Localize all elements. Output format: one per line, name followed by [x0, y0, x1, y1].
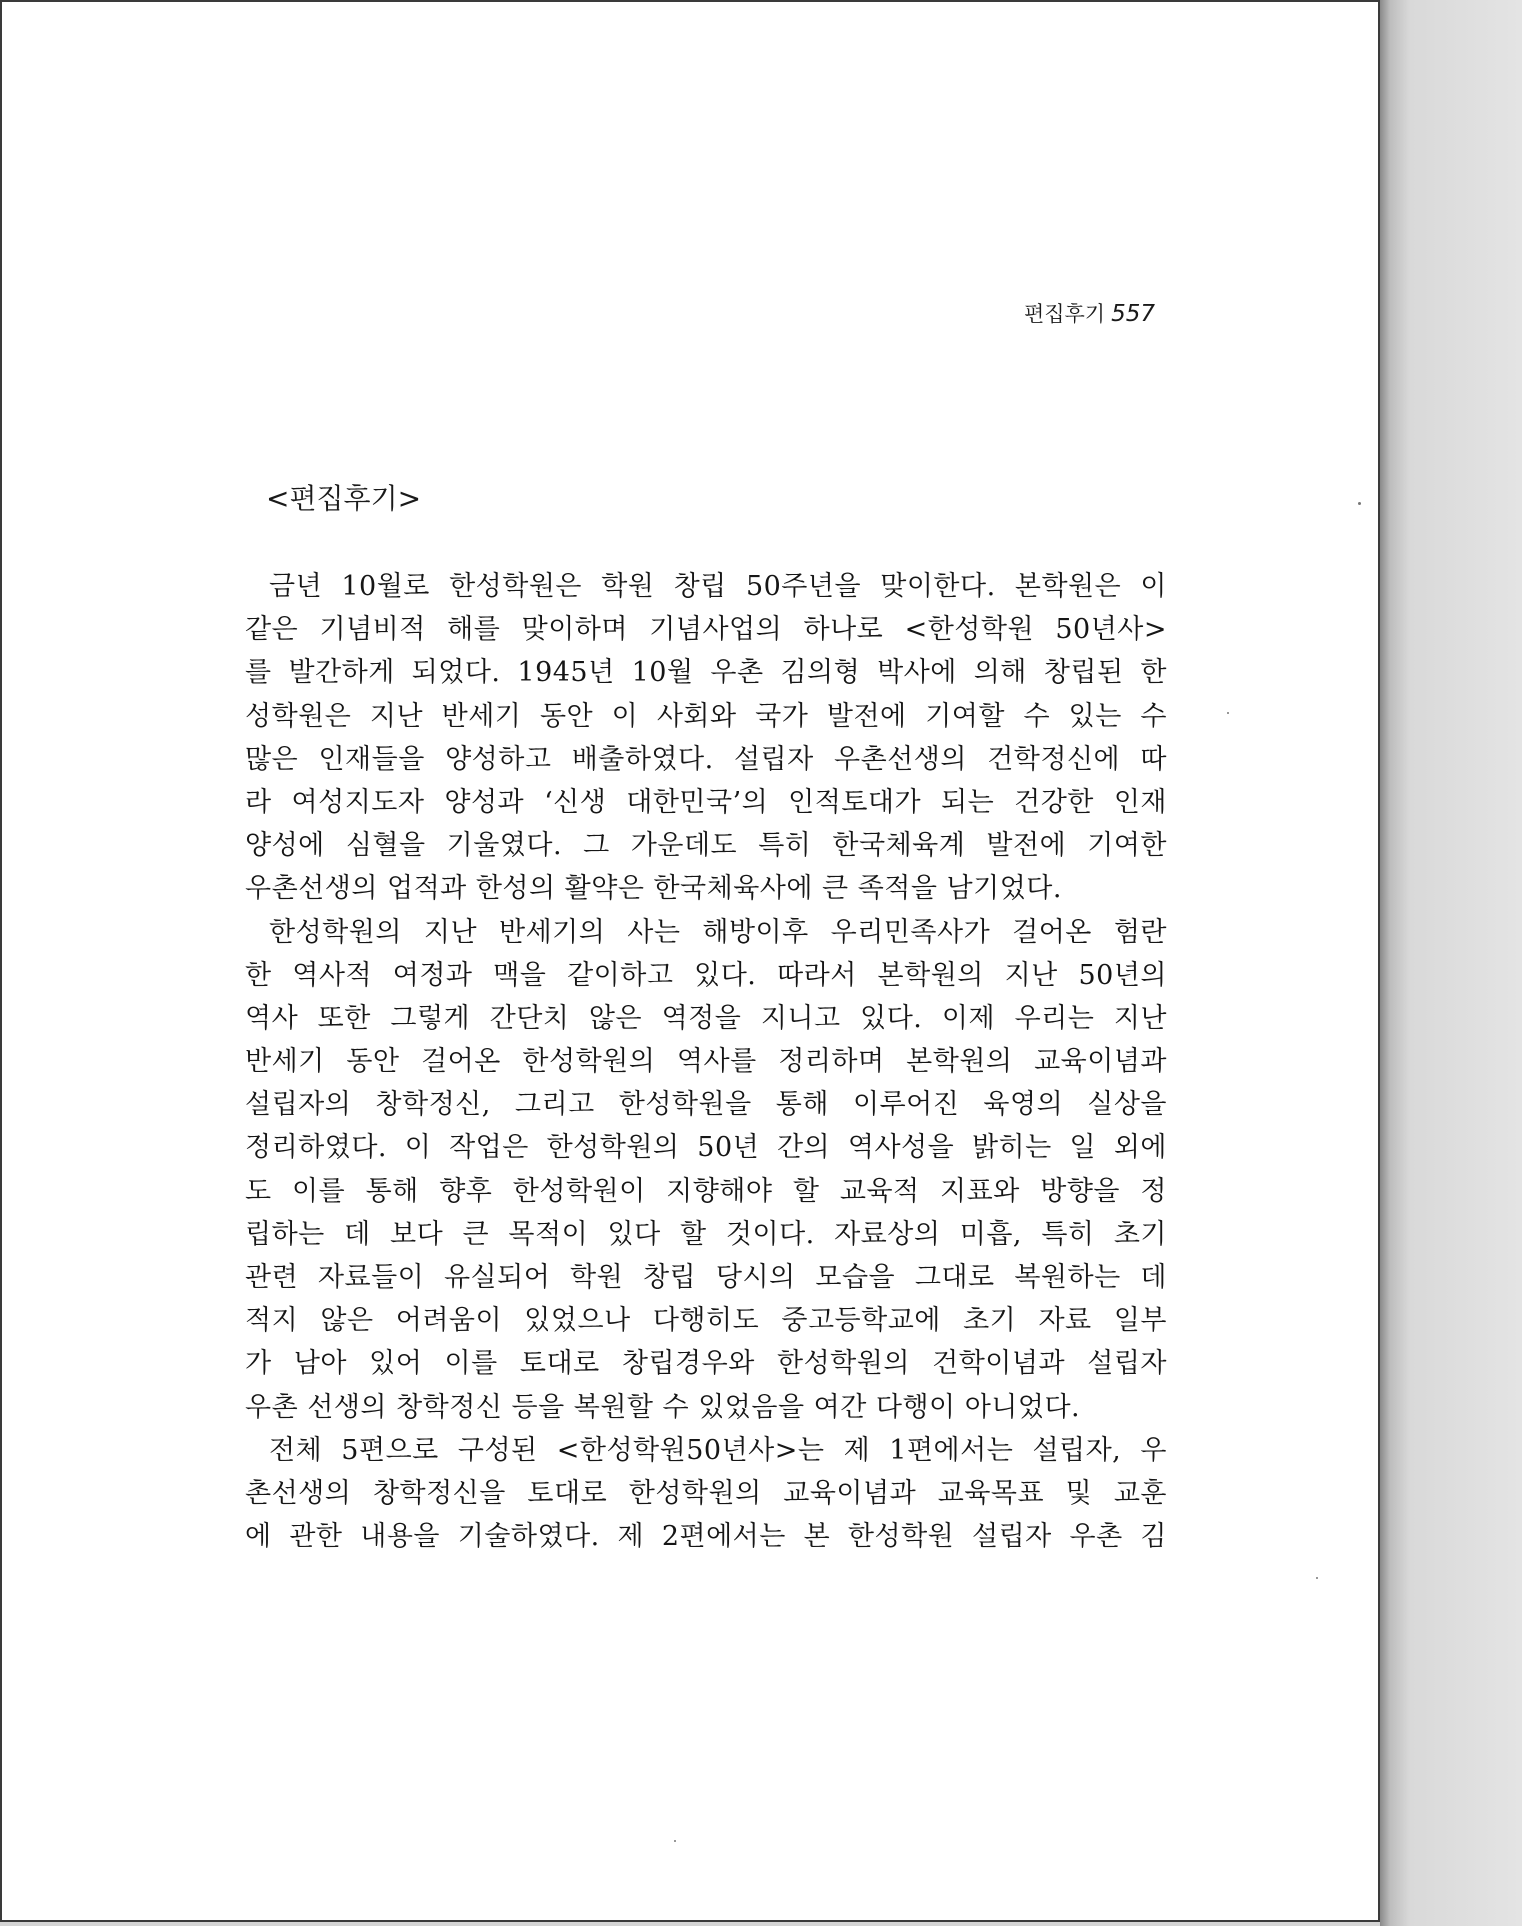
text-line: 양성에 심혈을 기울였다. 그 가운데도 특히 한국체육계 발전에 기여한	[245, 830, 1167, 862]
body-text	[245, 565, 1167, 1558]
text-line: 도 이를 통해 향후 한성학원이 지향해야 할 교육적 지표와 방향을 정	[245, 1175, 1167, 1207]
text-line: 립하는 데 보다 큰 목적이 있다 할 것이다. 자료상의 미흡, 특히 초기	[245, 1218, 1167, 1250]
text-line: 한성학원의 지난 반세기의 사는 해방이후 우리민족사가 걸어온 험란	[269, 916, 1167, 948]
scan-speck	[1227, 712, 1229, 714]
text-line: 관련 자료들이 유실되어 학원 창립 당시의 모습을 그대로 복원하는 데	[245, 1262, 1167, 1293]
text-line: 금년 10월로 한성학원은 학원 창립 50주년을 맞이한다. 본학원은 이	[269, 571, 1167, 602]
section-title: <편집후기>	[266, 482, 422, 515]
text-line: 에 관한 내용을 기술하였다. 제 2편에서는 본 한성학원 설립자 우촌 김	[245, 1521, 1167, 1553]
text-line: 우촌선생의 업적과 한성의 활약은 한국체육사에 큰 족적을 남기었다.	[245, 873, 1062, 905]
text-line: 라 여성지도자 양성과 ‘신생 대한민국’의 인적토대가 되는 건강한 인재	[245, 786, 1167, 818]
scan-speck	[1358, 502, 1361, 505]
text-line: 같은 기념비적 해를 맞이하며 기념사업의 하나로 <한성학원 50년사>	[245, 614, 1167, 646]
running-title: 편집후기	[1023, 302, 1106, 326]
text-line: 가 남아 있어 이를 토대로 창립경우와 한성학원의 건학이념과 설립자	[245, 1348, 1167, 1380]
text-line: 많은 인재들을 양성하고 배출하였다. 설립자 우촌선생의 건학정신에 따	[245, 743, 1167, 775]
text-line: 를 발간하게 되었다. 1945년 10월 우촌 김의형 박사에 의해 창립된 한	[245, 657, 1167, 689]
text-line: 성학원은 지난 반세기 동안 이 사회와 국가 발전에 기여할 수 있는 수	[245, 700, 1167, 732]
scan-speck	[1316, 1577, 1318, 1579]
scan-speck	[674, 1840, 676, 1842]
text-line: 적지 않은 어려움이 있었으나 다행히도 중고등학교에 초기 자료 일부	[245, 1305, 1167, 1337]
text-line: 반세기 동안 걸어온 한성학원의 역사를 정리하며 본학원의 교육이념과	[245, 1046, 1167, 1078]
text-line: 한 역사적 여정과 맥을 같이하고 있다. 따라서 본학원의 지난 50년의	[245, 959, 1167, 991]
viewer-margin	[1380, 0, 1522, 1926]
text-line: 정리하였다. 이 작업은 한성학원의 50년 간의 역사성을 밝히는 일 외에	[245, 1132, 1167, 1164]
text-line: 촌선생의 창학정신을 토대로 한성학원의 교육이념과 교육목표 및 교훈	[245, 1477, 1167, 1509]
text-line: 전체 5편으로 구성된 <한성학원50년사>는 제 1편에서는 설립자, 우	[269, 1434, 1167, 1466]
text-line: 역사 또한 그렇게 간단치 않은 역정을 지니고 있다. 이제 우리는 지난	[245, 1002, 1167, 1034]
running-header	[1024, 298, 1155, 328]
text-line: 설립자의 창학정신, 그리고 한성학원을 통해 이루어진 육영의 실상을	[245, 1089, 1167, 1121]
text-line: 우촌 선생의 창학정신 등을 복원할 수 있었음을 여간 다행이 아니었다.	[245, 1391, 1081, 1423]
page-number: 557	[1111, 301, 1155, 327]
